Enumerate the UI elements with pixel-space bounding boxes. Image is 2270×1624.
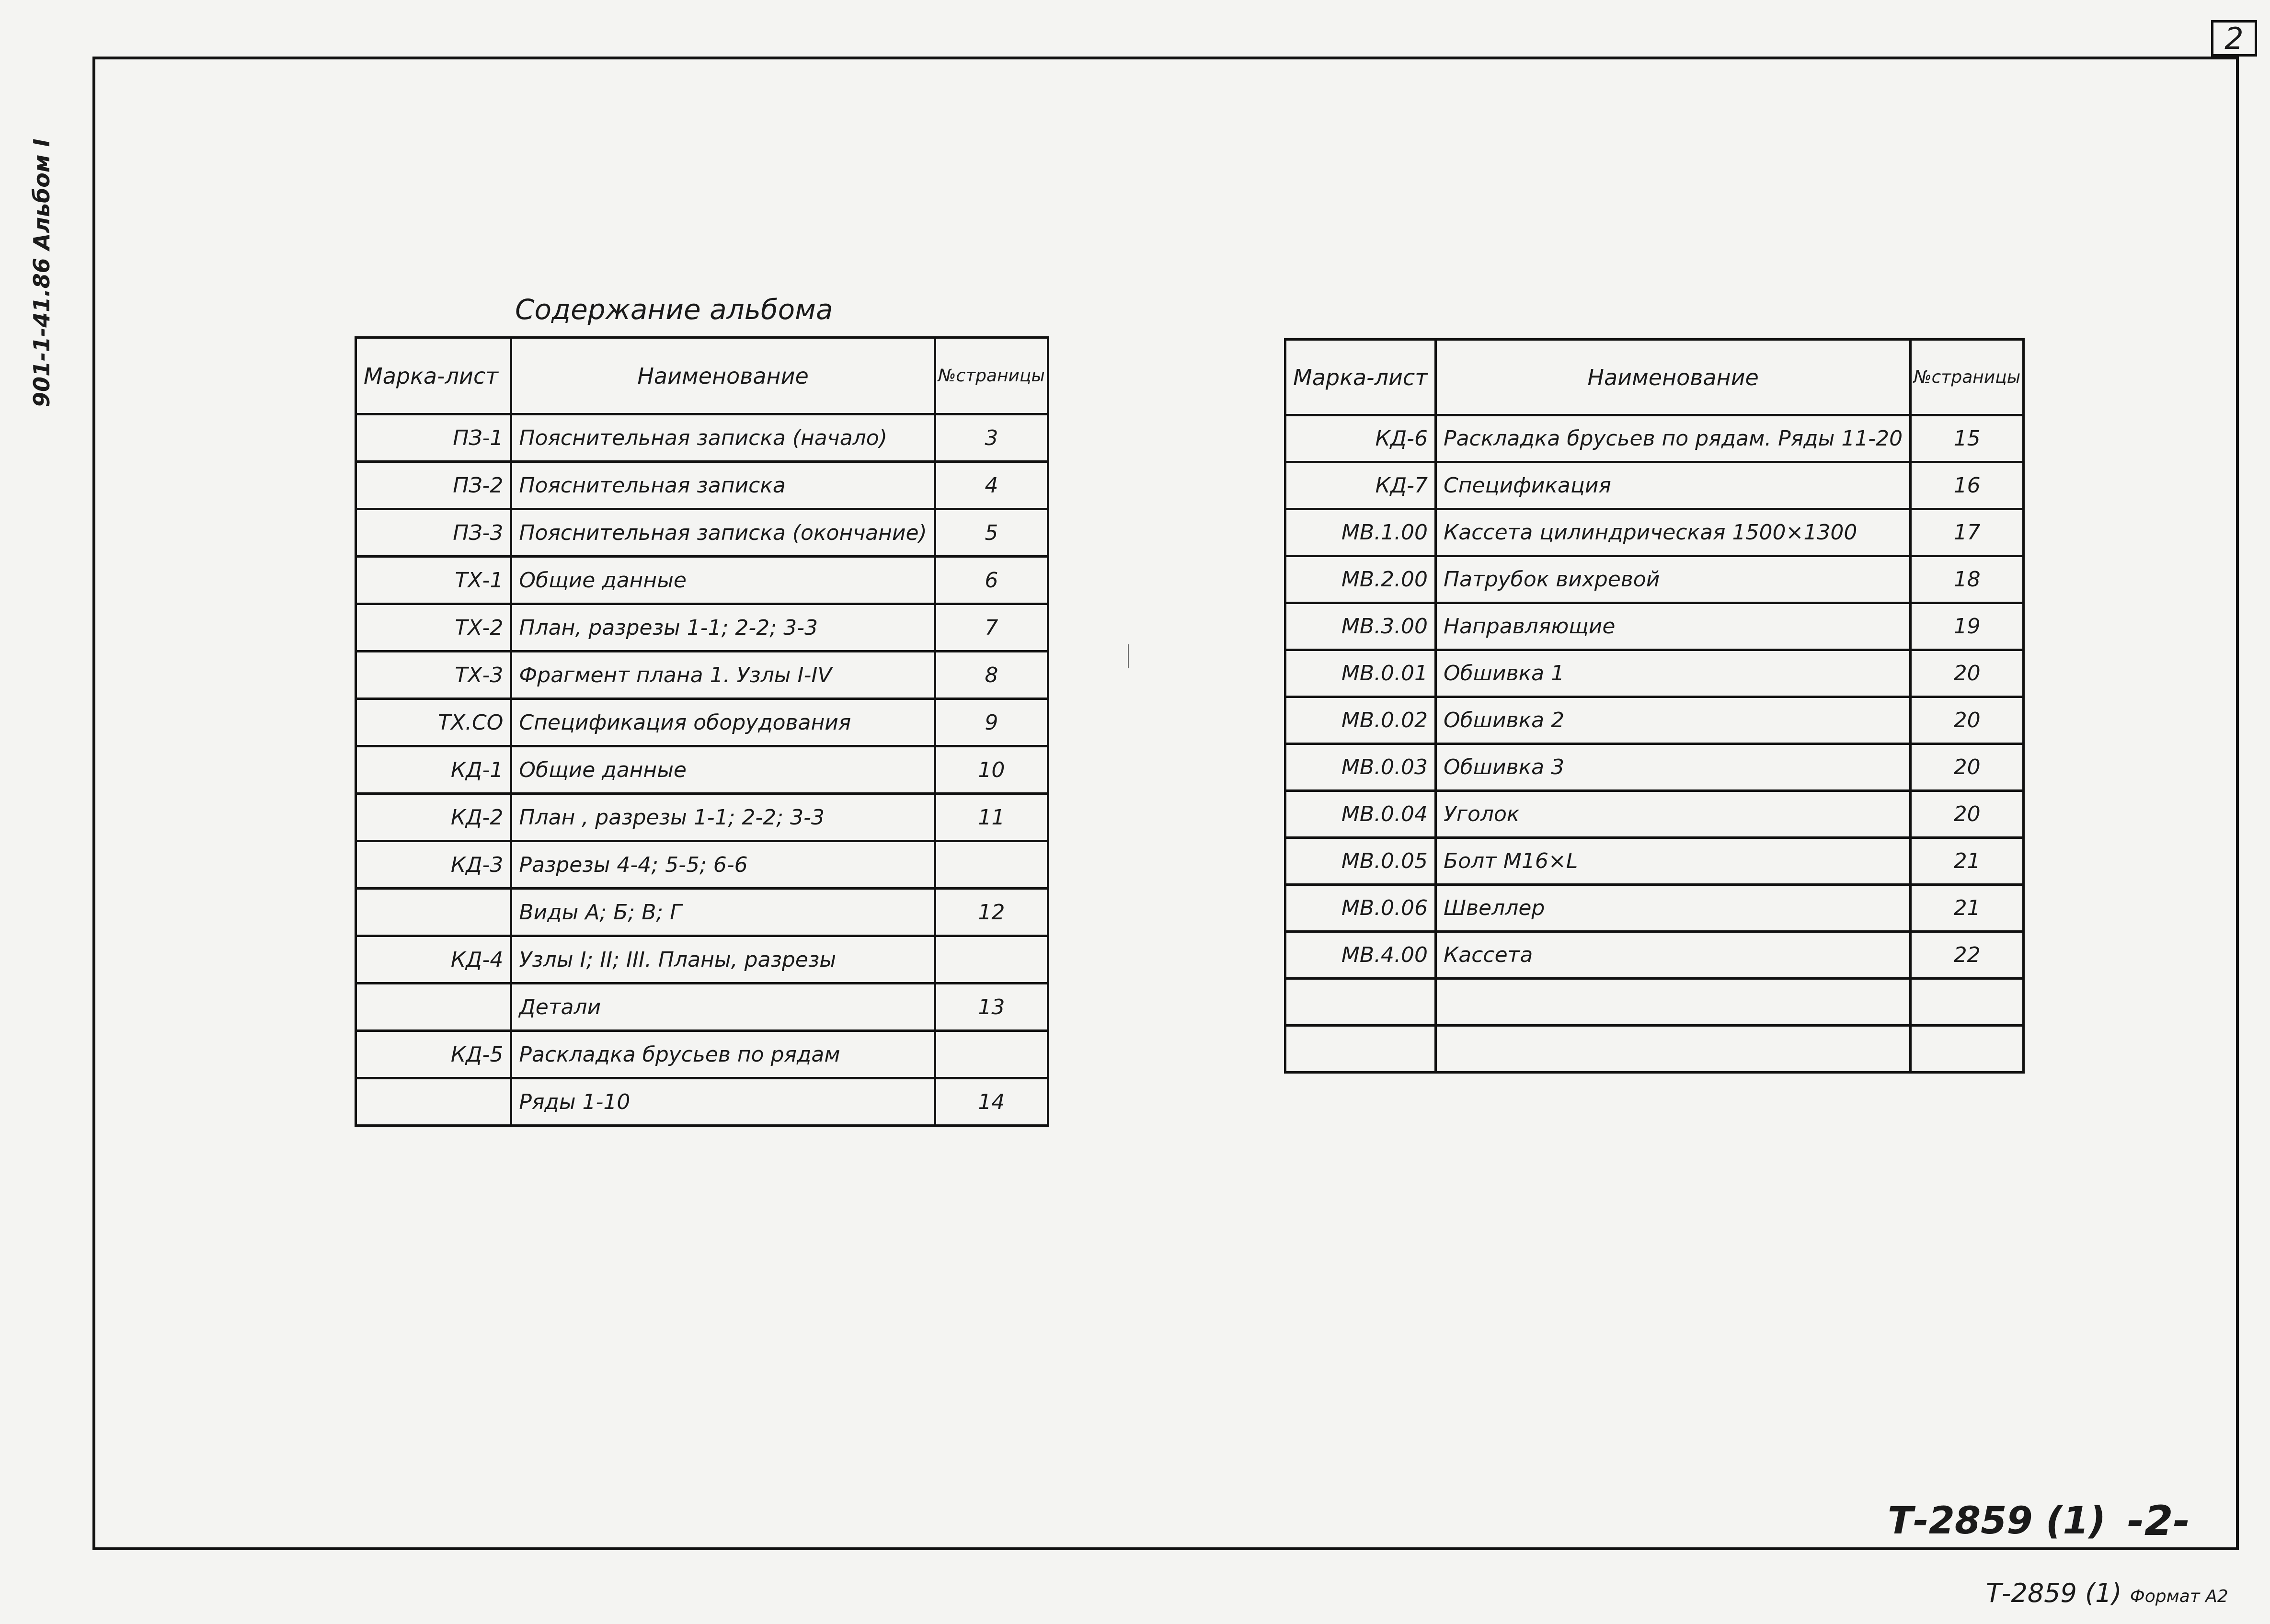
table-row: [1285, 791, 2024, 838]
row-page: 16: [1911, 462, 2024, 509]
row-name: План , разрезы 1-1; 2-2; 3-3: [511, 794, 935, 841]
row-name: Узлы I; II; III. Планы, разрезы: [511, 936, 935, 984]
row-page: 15: [1911, 415, 2024, 462]
divider-mark: [1128, 644, 1129, 668]
row-mark: МВ.0.03: [1285, 744, 1436, 791]
row-mark: ТХ-3: [356, 652, 511, 699]
table-row: [1285, 603, 2024, 650]
row-name: Патрубок вихревой: [1436, 556, 1911, 603]
row-page: 4: [935, 462, 1048, 509]
row-name: Кассета: [1436, 932, 1911, 979]
row-page: 17: [1911, 509, 2024, 556]
table-row: [356, 1078, 1048, 1126]
row-mark: МВ.0.02: [1285, 697, 1436, 744]
table-header-row: [356, 338, 1048, 414]
bottom-code: Т-2859 (1): [1986, 1578, 2122, 1608]
table-row: [1285, 1026, 2024, 1073]
row-page: 9: [935, 699, 1048, 746]
table-row: [356, 936, 1048, 984]
row-name: Раскладка брусьев по рядам: [511, 1031, 935, 1078]
table-row: [356, 462, 1048, 509]
row-page: 21: [1911, 885, 2024, 932]
table-row: [1285, 979, 2024, 1026]
contents-rows-right: [1285, 415, 2024, 1073]
row-page: 19: [1911, 603, 2024, 650]
row-page: 5: [935, 509, 1048, 557]
table-row: [1285, 838, 2024, 885]
row-page: 3: [935, 414, 1048, 462]
table-row: [1285, 415, 2024, 462]
row-page: [935, 841, 1048, 889]
row-page: [935, 936, 1048, 984]
header-page: №страницы: [1911, 340, 2024, 415]
row-name: Кассета цилиндрическая 1500×1300: [1436, 509, 1911, 556]
table-row: [1285, 556, 2024, 603]
table-header-row: [1285, 340, 2024, 415]
row-mark: МВ.0.01: [1285, 650, 1436, 697]
row-page: 21: [1911, 838, 2024, 885]
document-code: Т-2859 (1): [1888, 1499, 2106, 1543]
row-name: Швеллер: [1436, 885, 1911, 932]
row-mark: ПЗ-2: [356, 462, 511, 509]
table-row: [356, 984, 1048, 1031]
row-name: Направляющие: [1436, 603, 1911, 650]
row-page: 20: [1911, 791, 2024, 838]
row-name: Фрагмент плана 1. Узлы I-IV: [511, 652, 935, 699]
table-row: [356, 652, 1048, 699]
row-mark: КД-6: [1285, 415, 1436, 462]
row-mark: ТХ.СО: [356, 699, 511, 746]
row-page: 7: [935, 604, 1048, 652]
header-page: №страницы: [935, 338, 1048, 414]
row-name: Общие данные: [511, 746, 935, 794]
table-row: [356, 889, 1048, 936]
row-mark: [1285, 1026, 1436, 1073]
row-mark: [356, 889, 511, 936]
header-name: Наименование: [511, 338, 935, 414]
row-mark: ТХ-1: [356, 557, 511, 604]
row-mark: КД-4: [356, 936, 511, 984]
row-page: [1911, 1026, 2024, 1073]
row-name: Спецификация оборудования: [511, 699, 935, 746]
row-name: Уголок: [1436, 791, 1911, 838]
row-mark: КД-7: [1285, 462, 1436, 509]
row-name: Болт М16×L: [1436, 838, 1911, 885]
row-mark: МВ.3.00: [1285, 603, 1436, 650]
row-name: Раскладка брусьев по рядам. Ряды 11-20: [1436, 415, 1911, 462]
row-mark: [356, 1078, 511, 1126]
row-mark: МВ.2.00: [1285, 556, 1436, 603]
album-side-label: 901-1-41.86 Альбом I: [29, 138, 55, 407]
table-row: [356, 699, 1048, 746]
row-page: [1911, 979, 2024, 1026]
table-row: [356, 414, 1048, 462]
table-row: [1285, 697, 2024, 744]
contents-table-left: [355, 336, 1049, 1127]
page-mark: -2-: [2127, 1497, 2190, 1545]
row-mark: ПЗ-1: [356, 414, 511, 462]
table-row: [1285, 744, 2024, 791]
row-page: 20: [1911, 744, 2024, 791]
table-row: [356, 604, 1048, 652]
row-name: Обшивка 2: [1436, 697, 1911, 744]
table-row: [356, 509, 1048, 557]
row-page: 14: [935, 1078, 1048, 1126]
row-mark: КД-2: [356, 794, 511, 841]
table-row: [356, 1031, 1048, 1078]
row-page: 8: [935, 652, 1048, 699]
header-name: Наименование: [1436, 340, 1911, 415]
row-name: Пояснительная записка (начало): [511, 414, 935, 462]
row-mark: [356, 984, 511, 1031]
row-name: Обшивка 1: [1436, 650, 1911, 697]
row-mark: МВ.0.04: [1285, 791, 1436, 838]
row-name: Спецификация: [1436, 462, 1911, 509]
row-name: Общие данные: [511, 557, 935, 604]
row-mark: МВ.1.00: [1285, 509, 1436, 556]
row-mark: ПЗ-3: [356, 509, 511, 557]
row-name: [1436, 979, 1911, 1026]
sheet-number: 2: [2211, 20, 2257, 57]
row-name: Пояснительная записка: [511, 462, 935, 509]
table-row: [356, 841, 1048, 889]
header-mark: Марка-лист: [1285, 340, 1436, 415]
row-name: Пояснительная записка (окончание): [511, 509, 935, 557]
table-row: [1285, 650, 2024, 697]
row-mark: КД-5: [356, 1031, 511, 1078]
row-page: 18: [1911, 556, 2024, 603]
row-page: 12: [935, 889, 1048, 936]
row-name: Детали: [511, 984, 935, 1031]
row-name: [1436, 1026, 1911, 1073]
table-row: [1285, 885, 2024, 932]
row-mark: [1285, 979, 1436, 1026]
row-name: Ряды 1-10: [511, 1078, 935, 1126]
table-row: [356, 746, 1048, 794]
row-page: 13: [935, 984, 1048, 1031]
row-mark: КД-3: [356, 841, 511, 889]
header-mark: Марка-лист: [356, 338, 511, 414]
row-name: Виды А; Б; В; Г: [511, 889, 935, 936]
table-row: [356, 794, 1048, 841]
table-row: [1285, 509, 2024, 556]
contents-table-right: [1284, 338, 2025, 1074]
row-page: 10: [935, 746, 1048, 794]
row-page: 11: [935, 794, 1048, 841]
row-name: Разрезы 4-4; 5-5; 6-6: [511, 841, 935, 889]
row-mark: ТХ-2: [356, 604, 511, 652]
bottom-stamp: [1986, 1578, 2228, 1608]
row-mark: МВ.0.06: [1285, 885, 1436, 932]
row-name: Обшивка 3: [1436, 744, 1911, 791]
format-label: Формат А2: [2130, 1587, 2228, 1606]
table-row: [356, 557, 1048, 604]
row-page: 6: [935, 557, 1048, 604]
row-name: План, разрезы 1-1; 2-2; 3-3: [511, 604, 935, 652]
row-mark: МВ.0.05: [1285, 838, 1436, 885]
contents-rows-left: [356, 414, 1048, 1126]
row-page: 20: [1911, 697, 2024, 744]
table-row: [1285, 932, 2024, 979]
row-mark: КД-1: [356, 746, 511, 794]
row-page: 20: [1911, 650, 2024, 697]
album-contents-title: Содержание альбома: [515, 293, 833, 326]
row-page: [935, 1031, 1048, 1078]
table-row: [1285, 462, 2024, 509]
row-mark: МВ.4.00: [1285, 932, 1436, 979]
row-page: 22: [1911, 932, 2024, 979]
